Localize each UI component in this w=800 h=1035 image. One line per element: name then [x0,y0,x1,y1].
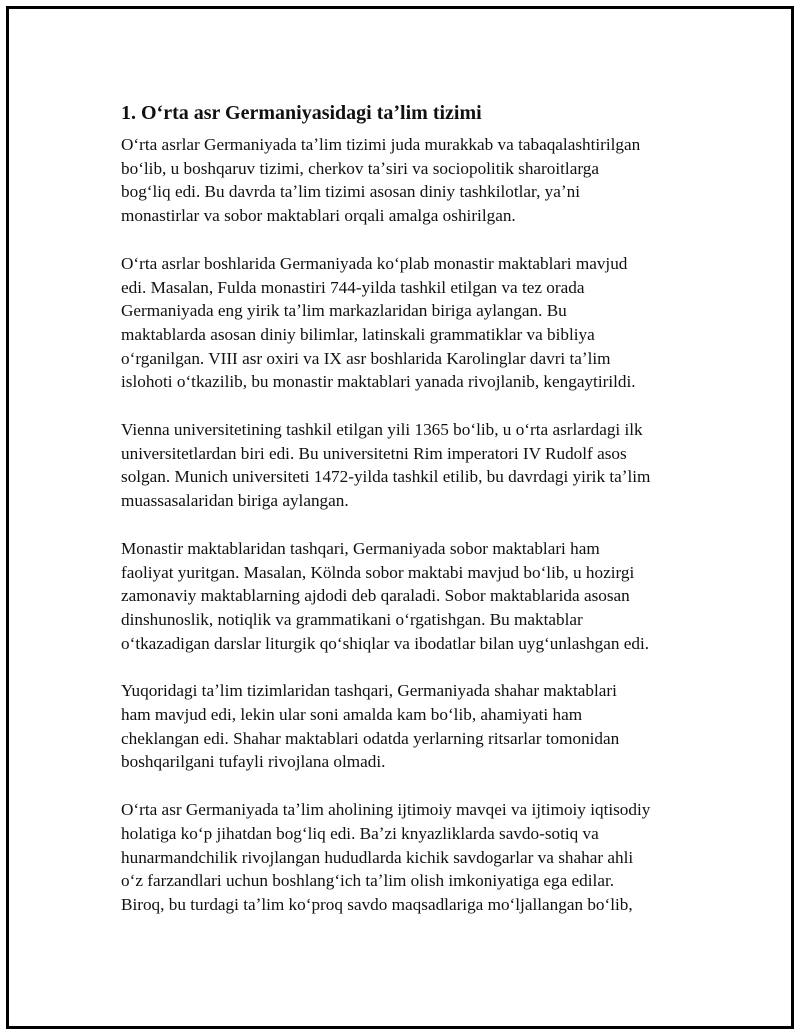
text-line: faoliyat yuritgan. Masalan, Kölnda sobor maktabi mavjud boʻlib, u hozirgi [121,562,635,582]
paragraph-6 [121,798,701,917]
text-line: cheklangan edi. Shahar maktablari odatda yerlarning ritsarlar tomonidan [121,728,620,748]
text-line: hunarmandchilik rivojlangan hududlarda kichik savdogarlar va shahar ahli [121,847,634,867]
text-line: Monastir maktablaridan tashqari, Germaniyada sobor maktablari ham [121,538,600,558]
text-line: Vienna universitetining tashkil etilgan yili 1365 boʻlib, u oʻrta asrlardagi ilk [121,420,643,440]
text-line: universitetlardan biri edi. Bu universitetni Rim imperatori IV Rudolf asos [121,443,627,463]
page-frame [6,6,794,1029]
text-line: Oʻrta asr Germaniyada taʼlim aholining ijtimoiy mavqei va ijtimoiy iqtisodiy [121,800,651,820]
text-line: Oʻrta asrlar boshlarida Germaniyada koʻplab monastir maktablari mavjud [121,253,628,273]
paragraph-2 [121,252,701,394]
section-heading: 1. Oʻrta asr Germaniyasidagi taʼlim tizimi [121,102,482,124]
document-body [121,99,701,941]
text-line: ham mavjud edi, lekin ular soni amalda kam boʻlib, ahamiyati ham [121,705,583,725]
text-line: oʻz farzandlari uchun boshlangʻich taʼlim olish imkoniyatiga ega edilar. [121,871,615,891]
text-line: Germaniyada eng yirik taʼlim markazlaridan biriga aylangan. Bu [121,301,567,321]
paragraph-4 [121,537,701,656]
text-line: oʻtkazadigan darslar liturgik qoʻshiqlar va ibodatlar bilan uygʻunlashgan edi. [121,633,650,653]
text-line: oʻrganilgan. VIII asr oxiri va IX asr boshlarida Karolinglar davri taʼlim [121,348,611,368]
text-line: monastirlar va sobor maktablari orqali amalga oshirilgan. [121,206,516,226]
text-line: boʻlib, u boshqaruv tizimi, cherkov taʼsiri va sociopolitik sharoitlarga [121,158,599,178]
text-line: islohoti oʻtkazilib, bu monastir maktablari yanada rivojlanib, kengaytirildi. [121,372,636,392]
text-line: dinshunoslik, notiqlik va grammatikani oʻrgatishgan. Bu maktablar [121,609,583,629]
paragraph-1 [121,133,701,228]
text-line: Oʻrta asrlar Germaniyada taʼlim tizimi juda murakkab va tabaqalashtirilgan [121,135,641,154]
paragraph-3 [121,418,701,513]
text-line: bogʻliq edi. Bu davrda taʼlim tizimi asosan diniy tashkilotlar, yaʼni [121,182,580,202]
text-line: edi. Masalan, Fulda monastiri 744-yilda tashkil etilgan va tez orada [121,277,585,297]
text-line: Biroq, bu turdagi taʼlim koʻproq savdo maqsadlariga moʻljallangan boʻlib, [121,894,633,914]
text-line: solgan. Munich universiteti 1472-yilda tashkil etilib, bu davrdagi yirik taʼlim [121,467,651,487]
text-line: holatiga koʻp jihatdan bogʻliq edi. Baʼzi knyazliklarda savdo-sotiq va [121,823,599,843]
text-line: zamonaviy maktablarning ajdodi deb qaraladi. Sobor maktablarida asosan [121,586,630,606]
paragraph-5 [121,679,701,774]
text-line: maktablarda asosan diniy bilimlar, latinskali grammatiklar va bibliya [121,324,595,344]
text-line: Yuqoridagi taʼlim tizimlaridan tashqari, Germaniyada shahar maktablari [121,681,617,701]
text-line: boshqarilgani tufayli rivojlana olmadi. [121,752,386,772]
text-line: muassasalaridan biriga aylangan. [121,491,349,511]
